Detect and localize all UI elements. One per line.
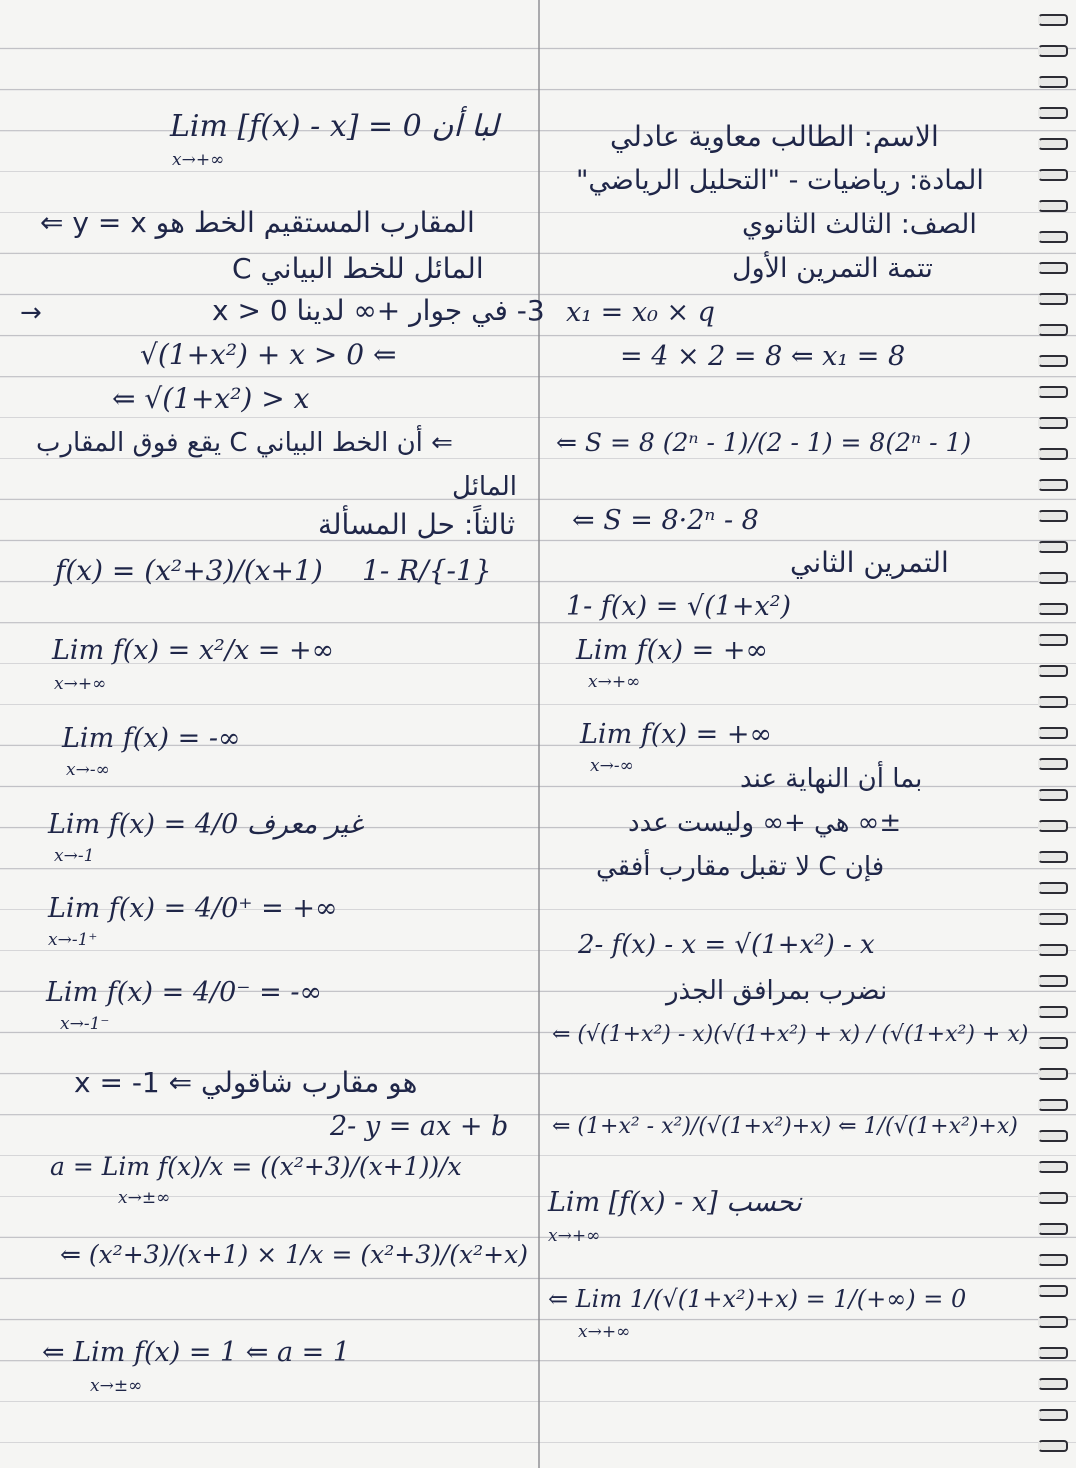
binding-hole: [1038, 789, 1068, 801]
left-line-15: Lim f(x) = 4/0⁻ = -∞: [46, 977, 322, 1008]
right-line-20: Lim [f(x) - x] نحسب: [548, 1187, 802, 1218]
left-line-2: المقارب المستقيم الخط هو y = x ⇐: [40, 206, 475, 239]
right-line-13: بما أن النهاية عند: [740, 764, 923, 794]
left-line-12: Lim f(x) = -∞: [62, 723, 241, 754]
right-line-16: 2- f(x) - x = √(1+x²) - x: [578, 930, 875, 960]
right-line-14: ±∞ هي +∞ وليست عدد: [628, 808, 902, 838]
binding-hole: [1038, 913, 1068, 925]
left-line-4: 3- في جوار +∞ لدينا x > 0: [212, 294, 545, 327]
binding-hole: [1038, 293, 1068, 305]
binding-hole: [1038, 1316, 1068, 1328]
binding-hole: [1038, 45, 1068, 57]
binding-hole: [1038, 448, 1068, 460]
left-line-7: ⇐ أن الخط البياني C يقع فوق المقارب: [36, 428, 453, 458]
binding-hole: [1038, 355, 1068, 367]
binding-hole: [1038, 1223, 1068, 1235]
binding-hole: [1038, 882, 1068, 894]
left-line-1-sub: x→+∞: [172, 150, 225, 170]
binding-hole: [1038, 479, 1068, 491]
right-line-17: نضرب بمرافق الجذر: [666, 976, 888, 1006]
left-line-14-sub: x→-1⁺: [48, 930, 98, 950]
left-line-13: Lim f(x) = 4/0 غير معرف: [48, 809, 363, 840]
subject-line: المادة: رياضيات - "التحليل الرياضي": [576, 165, 984, 196]
right-line-20-sub: x→+∞: [548, 1226, 601, 1246]
right-line-19: ⇐ (1+x² - x²)/(√(1+x²)+x) ⇐ 1/(√(1+x²)+x): [552, 1114, 1018, 1139]
left-line-5: √(1+x²) + x > 0 ⇐: [140, 338, 397, 371]
right-line-12: Lim f(x) = +∞: [580, 719, 772, 750]
left-arrow-4: →: [20, 298, 42, 328]
left-line-14: Lim f(x) = 4/0⁺ = +∞: [48, 893, 338, 924]
left-line-9: ثالثاً: حل المسألة: [318, 508, 516, 541]
binding-hole: [1038, 975, 1068, 987]
binding-hole: [1038, 1192, 1068, 1204]
binding-hole: [1038, 169, 1068, 181]
right-line-11-sub: x→+∞: [588, 672, 641, 692]
binding-hole: [1038, 1254, 1068, 1266]
binding-hole: [1038, 1130, 1068, 1142]
binding-hole: [1038, 1347, 1068, 1359]
binding-hole: [1038, 1161, 1068, 1173]
left-line-10a: 1- R/{-1}: [362, 554, 492, 587]
left-line-19: ⇐ (x²+3)/(x+1) × 1/x = (x²+3)/(x²+x): [60, 1240, 528, 1269]
left-line-16: x = -1 ⇐ هو مقارب شاقولي: [74, 1066, 418, 1099]
right-line-18: ⇐ (√(1+x²) - x)(√(1+x²) + x) / (√(1+x²) + x): [552, 1022, 1029, 1047]
binding-hole: [1038, 727, 1068, 739]
binding-hole: [1038, 665, 1068, 677]
right-line-11: Lim f(x) = +∞: [576, 635, 768, 666]
binding-hole: [1038, 572, 1068, 584]
left-line-18-sub: x→±∞: [118, 1188, 171, 1208]
binding-hole: [1038, 510, 1068, 522]
binding-hole: [1038, 1440, 1068, 1452]
binding-hole: [1038, 107, 1068, 119]
binding-hole: [1038, 1378, 1068, 1390]
binding-hole: [1038, 1285, 1068, 1297]
right-line-8: ⇐ S = 8·2ⁿ - 8: [572, 505, 759, 536]
binding-hole: [1038, 138, 1068, 150]
binding-hole: [1038, 14, 1068, 26]
left-line-11-sub: x→+∞: [54, 674, 107, 694]
left-line-12-sub: x→-∞: [66, 760, 110, 780]
left-line-11: Lim f(x) = x²/x = +∞: [52, 635, 335, 666]
binding-hole: [1038, 324, 1068, 336]
binding-hole: [1038, 262, 1068, 274]
left-line-3: المائل للخط البياني C: [232, 252, 484, 285]
grade-line: الصف: الثالث الثانوي: [742, 209, 977, 240]
binding-hole: [1038, 851, 1068, 863]
left-line-20-sub: x→±∞: [90, 1376, 143, 1396]
binding-hole: [1038, 758, 1068, 770]
binding-hole: [1038, 634, 1068, 646]
left-line-13-sub: x→-1: [54, 846, 95, 866]
binding-hole: [1038, 1068, 1068, 1080]
left-line-8: المائل: [452, 472, 518, 502]
left-line-15-sub: x→-1⁻: [60, 1014, 110, 1034]
left-line-1: Lim [f(x) - x] = 0 لبا أن: [170, 109, 499, 144]
binding-hole: [1038, 231, 1068, 243]
binding-hole: [1038, 1409, 1068, 1421]
binding-hole: [1038, 944, 1068, 956]
binding-hole: [1038, 1037, 1068, 1049]
left-line-20: ⇐ Lim f(x) = 1 ⇐ a = 1: [42, 1337, 351, 1368]
left-line-18: a = Lim f(x)/x = ((x²+3)/(x+1))/x: [50, 1152, 462, 1181]
binding-hole: [1038, 603, 1068, 615]
binding-hole: [1038, 696, 1068, 708]
right-line-15: فإن C لا تقبل مقارب أفقي: [596, 852, 885, 882]
binding-hole: [1038, 820, 1068, 832]
binding-hole: [1038, 386, 1068, 398]
binding-hole: [1038, 541, 1068, 553]
binding-hole: [1038, 1099, 1068, 1111]
binding-hole: [1038, 1006, 1068, 1018]
right-line-6: = 4 × 2 = 8 ⇐ x₁ = 8: [620, 341, 906, 372]
left-line-17: 2- y = ax + b: [330, 1111, 509, 1142]
right-line-12-sub: x→-∞: [590, 756, 634, 776]
left-line-10b: f(x) = (x²+3)/(x+1): [55, 554, 323, 587]
binding-hole: [1038, 200, 1068, 212]
spiral-binding: [1032, 0, 1076, 1468]
exercise-1-continued: تتمة التمرين الأول: [732, 253, 933, 284]
right-line-5: x₁ = x₀ × q: [566, 297, 715, 328]
center-margin-line: [538, 0, 540, 1468]
right-line-10: 1- f(x) = √(1+x²): [566, 591, 792, 622]
binding-hole: [1038, 417, 1068, 429]
left-line-6: ⇐ √(1+x²) > x: [112, 382, 310, 415]
right-line-21: ⇐ Lim 1/(√(1+x²)+x) = 1/(+∞) = 0: [548, 1285, 967, 1313]
student-name-line: الاسم: الطالب معاوية عادلي: [610, 120, 939, 153]
right-line-21-sub: x→+∞: [578, 1322, 631, 1342]
exercise-2-heading: التمرين الثاني: [790, 546, 949, 579]
binding-hole: [1038, 76, 1068, 88]
right-line-7: ⇐ S = 8 (2ⁿ - 1)/(2 - 1) = 8(2ⁿ - 1): [556, 428, 972, 457]
